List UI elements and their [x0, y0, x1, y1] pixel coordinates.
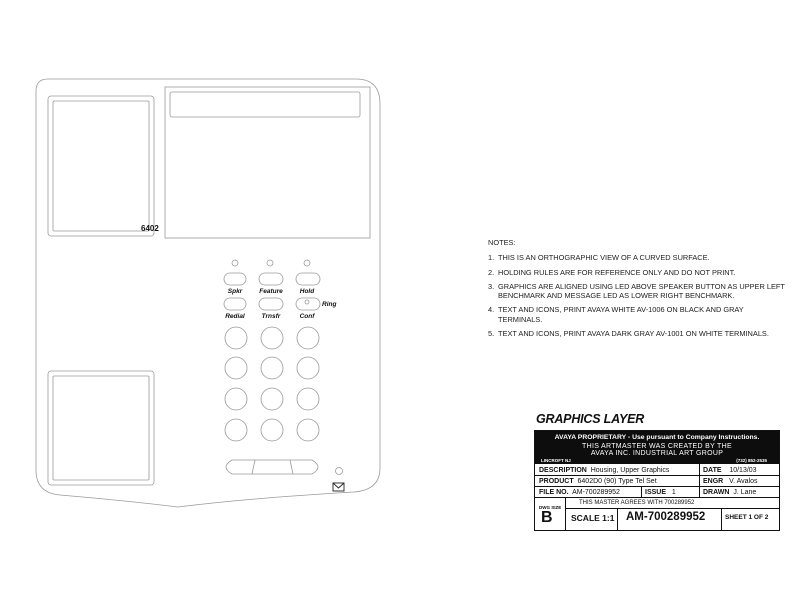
dwg-size-value: B [541, 509, 553, 526]
file-no-label: FILE NO. [539, 489, 569, 496]
description-value: Housing, Upper Graphics [590, 467, 670, 474]
row-divider [535, 486, 779, 487]
sheet-text: SHEET 1 OF 2 [725, 514, 769, 521]
col-divider [565, 497, 566, 530]
drawing-number: AM-700289952 [626, 511, 706, 523]
bottom-left-window [48, 371, 154, 485]
note-item [488, 253, 788, 262]
volume-rocker [226, 460, 318, 474]
col-divider [721, 508, 722, 530]
drawn-field [703, 489, 756, 496]
issue-value: 1 [671, 489, 676, 496]
note-item [488, 305, 788, 324]
dial-key-pound [297, 419, 319, 441]
feature-key-label: Feature [259, 288, 283, 295]
artmaster-line-2: AVAYA INC. INDUSTRIAL ART GROUP [590, 450, 724, 457]
note-text: GRAPHICS ARE ALIGNED USING LED ABOVE SPEAKER BUTTON AS UPPER LEFT BENCHMARK AND MESSAGE LED AS LOWER RIGHT BENCHMARK. [498, 281, 785, 300]
dial-key-8 [261, 388, 283, 410]
dial-key-3 [297, 327, 319, 349]
message-led [336, 468, 343, 475]
note-number: 3. [488, 281, 495, 291]
row-divider [535, 475, 779, 476]
col-divider [641, 486, 642, 497]
hold-key-label: Hold [299, 288, 315, 295]
col-divider [617, 508, 618, 530]
col-divider [699, 464, 700, 497]
note-item [488, 329, 788, 338]
agrees-text: THIS MASTER AGREES WITH 700289952 [579, 500, 695, 506]
transfer-key [259, 298, 283, 310]
transfer-key-label: Trnsfr [261, 313, 281, 320]
top-left-window-inner [53, 101, 149, 231]
row-divider [535, 497, 779, 498]
note-text: TEXT AND ICONS, PRINT AVAYA WHITE AV-1006 ON BLACK AND GRAY TERMINALS. [498, 305, 744, 324]
drawn-label: DRAWN [703, 489, 730, 496]
scale-text: SCALE 1:1 [571, 513, 615, 523]
graphics-layer-title: GRAPHICS LAYER [536, 412, 645, 426]
bottom-left-window-inner [53, 376, 149, 480]
note-item [488, 268, 788, 277]
dial-key-5 [261, 357, 283, 379]
title-block [534, 430, 780, 531]
volume-rocker-divider-right [290, 460, 293, 474]
top-left-window [48, 96, 154, 236]
display-frame [165, 87, 370, 238]
row-divider [565, 508, 779, 509]
date-field [703, 467, 757, 474]
dial-key-4 [225, 357, 247, 379]
speaker-led [232, 260, 238, 266]
product-field [539, 478, 657, 485]
ring-label: Ring [322, 301, 337, 308]
speaker-key [224, 273, 246, 285]
engr-value: V. Avalos [729, 478, 758, 485]
description-label: DESCRIPTION [539, 467, 587, 474]
model-label: 6402 [141, 224, 159, 233]
hold-led [304, 260, 310, 266]
product-value: 6402D0 (90) Type Tel Set [577, 478, 657, 485]
redial-key [224, 298, 246, 310]
phone-number-text: (732) 852-2535 [736, 458, 767, 463]
display-window [170, 92, 360, 117]
dial-key-star [225, 419, 247, 441]
redial-key-label: Redial [225, 313, 245, 320]
envelope-icon [333, 483, 344, 491]
dial-key-1 [225, 327, 247, 349]
speaker-key-label: Spkr [227, 288, 243, 295]
artmaster-line-1: THIS ARTMASTER WAS CREATED BY THE [582, 443, 732, 450]
dial-key-6 [297, 357, 319, 379]
issue-label: ISSUE [645, 489, 667, 496]
issue-field [645, 489, 676, 496]
description-field [539, 467, 669, 474]
dial-key-9 [297, 388, 319, 410]
conference-key-label: Conf [299, 313, 315, 320]
file-no-value: AM-700289952 [572, 489, 620, 496]
notes-heading: NOTES: [488, 238, 516, 247]
product-label: PRODUCT [539, 478, 574, 485]
note-text: HOLDING RULES ARE FOR REFERENCE ONLY AND DO NOT PRINT. [498, 267, 736, 277]
dial-key-7 [225, 388, 247, 410]
drawing-notes [488, 238, 788, 343]
dwg-size-label: DWG SIZE [539, 505, 562, 510]
volume-rocker-divider-left [252, 460, 255, 474]
drawn-value: J. Lane [733, 489, 757, 496]
note-number: 5. [488, 328, 495, 338]
note-number: 4. [488, 305, 495, 315]
engr-label: ENGR [703, 478, 724, 485]
proprietary-notice: AVAYA PROPRIETARY - Use pursuant to Company Instructions. [554, 434, 760, 441]
feature-led [267, 260, 273, 266]
file-no-field [539, 489, 620, 496]
dial-key-0 [261, 419, 283, 441]
hold-key [296, 273, 320, 285]
dial-key-2 [261, 327, 283, 349]
note-item [488, 282, 788, 301]
note-text: THIS IS AN ORTHOGRAPHIC VIEW OF A CURVED SURFACE. [498, 253, 710, 263]
feature-key [259, 273, 283, 285]
ring-led [305, 300, 309, 304]
note-number: 1. [488, 253, 495, 263]
location-text: LINCROFT NJ [541, 458, 571, 463]
engr-field [703, 478, 758, 485]
date-value: 10/13/03 [729, 467, 757, 474]
dial-pad [225, 327, 319, 441]
note-number: 2. [488, 267, 495, 277]
date-label: DATE [703, 467, 722, 474]
housing-outline [36, 79, 380, 507]
title-block-header [535, 431, 779, 464]
note-text: TEXT AND ICONS, PRINT AVAYA DARK GRAY AV-1001 ON WHITE TERMINALS. [498, 328, 769, 338]
